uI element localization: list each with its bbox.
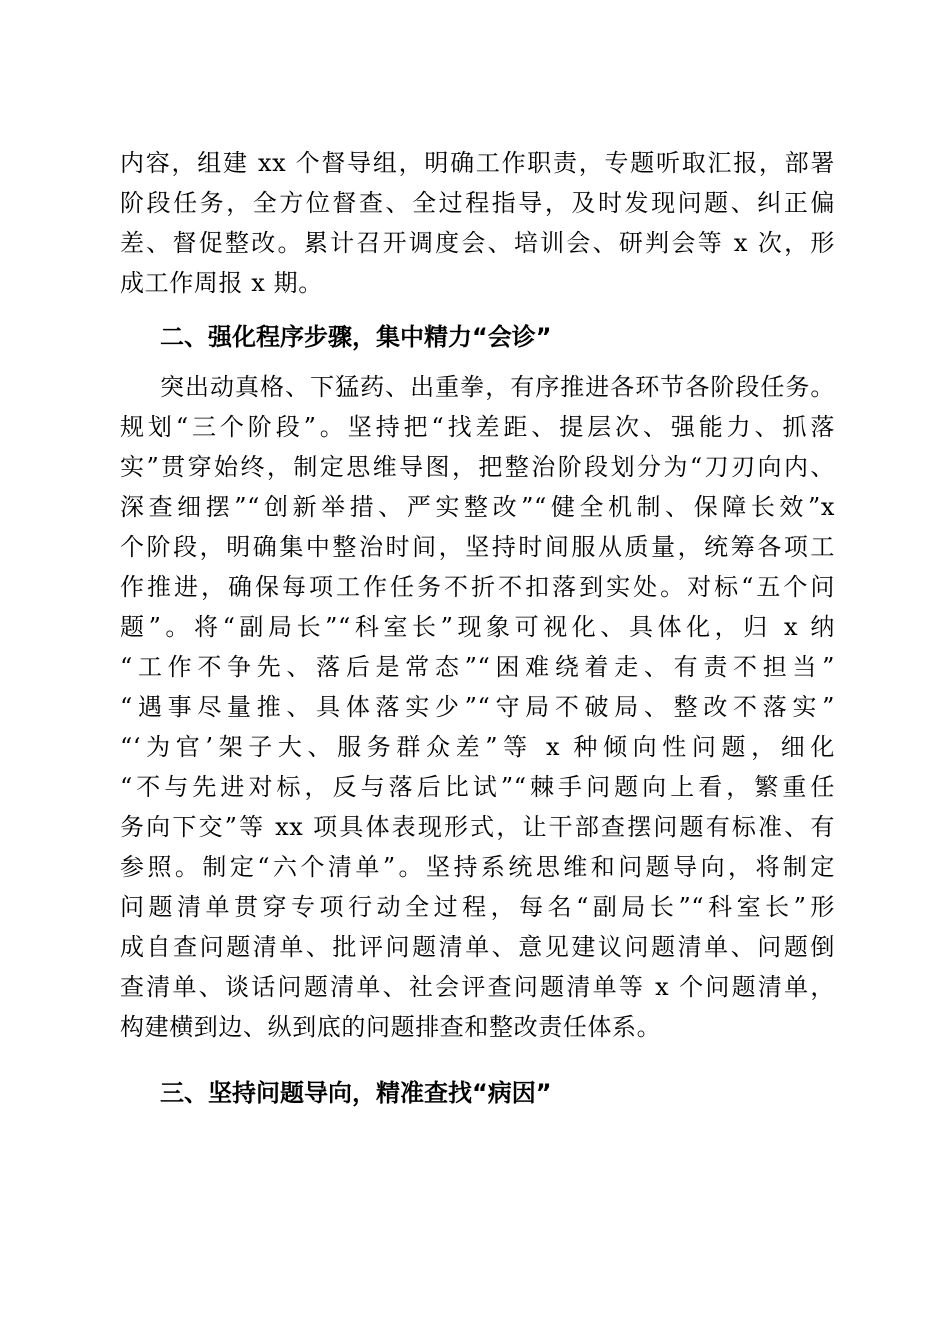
- text-line: 成工作周报 x 期。: [120, 269, 323, 297]
- text-line: 成自查问题清单、批评问题清单、意见建议问题清单、问题倒: [120, 933, 835, 961]
- text-line: 务向下交”等 xx 项具体表现形式，让干部查摆问题有标准、有: [120, 813, 835, 841]
- text-line: 差、督促整改。累计召开调度会、培训会、研判会等 x 次，形: [120, 229, 835, 257]
- text-line: 阶段任务，全方位督查、全过程指导，及时发现问题、纠正偏: [120, 189, 835, 217]
- text-line: 参照。制定“六个清单”。坚持系统思维和问题导向，将制定: [120, 853, 835, 881]
- text-line: 突出动真格、下猛药、出重拳，有序推进各环节各阶段任务。: [160, 373, 835, 401]
- text-line: 查清单、谈话问题清单、社会评查问题清单等 x 个问题清单，: [120, 973, 835, 1001]
- text-line: 个阶段，明确集中整治时间，坚持时间服从质量，统筹各项工: [120, 533, 835, 561]
- paragraph-1: [120, 143, 835, 303]
- text-line: 实”贯穿始终，制定思维导图，把整治阶段划分为“刀刃向内、: [120, 453, 835, 481]
- paragraph-2: [120, 367, 835, 1047]
- section-heading-2: 二、强化程序步骤，集中精力“会诊”: [160, 323, 552, 351]
- text-line: 题”。将“副局长”“科室长”现象可视化、具体化，归 x 纳: [120, 613, 835, 641]
- text-line: 构建横到边、纵到底的问题排查和整改责任体系。: [120, 1013, 662, 1041]
- text-line: 深查细摆”“创新举措、严实整改”“健全机制、保障长效”x: [120, 493, 835, 521]
- text-line: 问题清单贯穿专项行动全过程，每名“副局长”“科室长”形: [120, 893, 835, 921]
- text-line: 规划“三个阶段”。坚持把“找差距、提层次、强能力、抓落: [120, 413, 835, 441]
- text-line: “遇事尽量推、具体落实少”“守局不破局、整改不落实”: [120, 693, 835, 721]
- text-line: “‘为官’架子大、服务群众差”等 x 种倾向性问题，细化: [120, 733, 835, 761]
- text-line: 内容，组建 xx 个督导组，明确工作职责，专题听取汇报，部署: [120, 149, 835, 177]
- document-body: [120, 143, 835, 1123]
- text-line: “工作不争先、落后是常态”“困难绕着走、有责不担当”: [120, 653, 835, 681]
- text-line: 作推进，确保每项工作任务不折不扣落到实处。对标“五个问: [120, 573, 835, 601]
- text-line: “不与先进对标，反与落后比试”“棘手问题向上看，繁重任: [120, 773, 835, 801]
- section-heading-3: 三、坚持问题导向，精准查找“病因”: [160, 1079, 552, 1107]
